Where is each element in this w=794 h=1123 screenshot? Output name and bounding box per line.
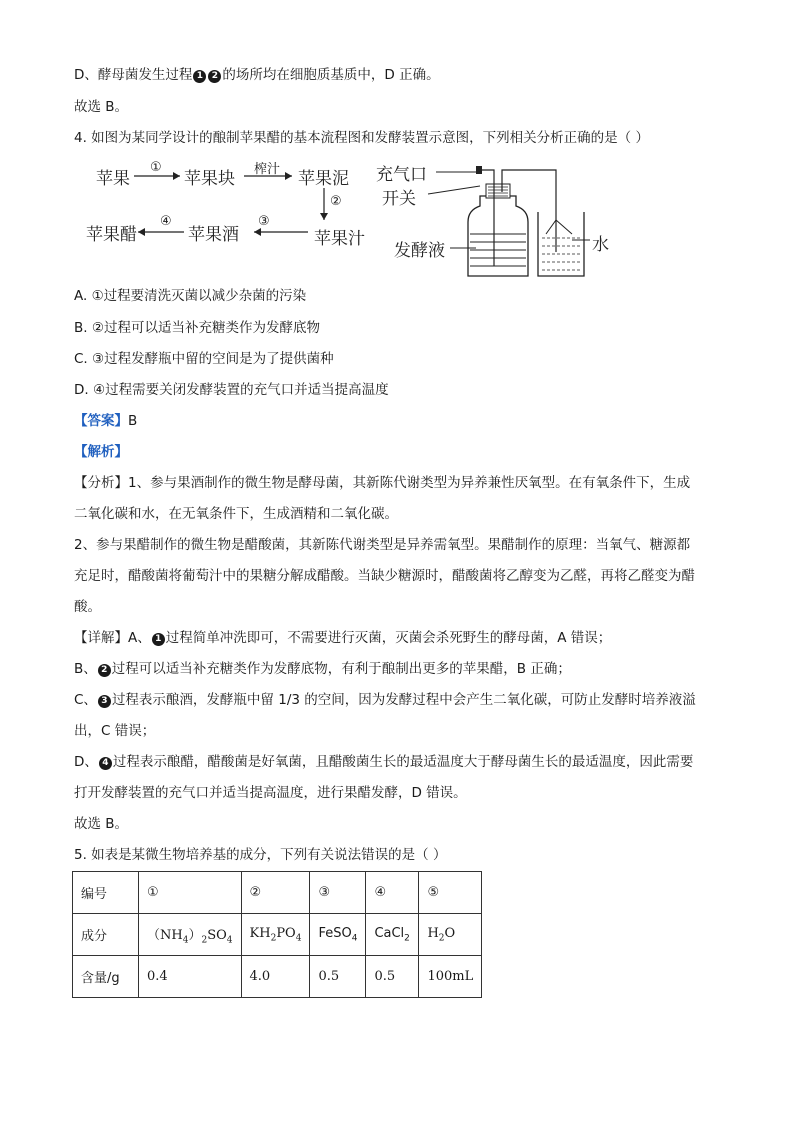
q4-analysis-tag: 【解析】 xyxy=(74,444,128,460)
q4-option-a: A. ①过程要清洗灭菌以减少杂菌的污染 xyxy=(74,288,307,304)
q4-option-d: D. ④过程需要关闭发酵装置的充气口并适当提高温度 xyxy=(74,382,389,398)
table-cell: $H_2O$ xyxy=(419,914,482,956)
fig-apple-vinegar: 苹果醋 xyxy=(86,225,137,245)
fig-apple-chunk: 苹果块 xyxy=(184,169,235,189)
table-cell: 100mL xyxy=(419,956,482,998)
table-cell: ② xyxy=(241,872,310,914)
prev-select-line: 故选 B。 xyxy=(74,99,129,115)
q4-option-b: B. ②过程可以适当补充糖类作为发酵底物 xyxy=(74,320,320,336)
table-row xyxy=(73,914,482,956)
fig-apple-puree: 苹果泥 xyxy=(298,169,349,189)
q4-option-c: C. ③过程发酵瓶中留的空间是为了提供菌种 xyxy=(74,351,334,367)
q4-fenxi-2b: 充足时，醋酸菌将葡萄汁中的果糖分解成醋酸。当缺少糖源时，醋酸菌将乙醇变为乙醛，再将乙醛变为醋 xyxy=(74,568,695,584)
fig-switch: 开关 xyxy=(382,189,416,209)
q4-detail-a: 【详解】A、 1 过程简单冲洗即可，不需要进行灭菌，灭菌会杀死野生的酵母菌，A 错误； xyxy=(74,630,612,646)
fig-step1: ① xyxy=(150,160,162,175)
q4-detail-c: C、 3 过程表示酿酒，发酵瓶中留 1/3 的空间，因为发酵过程中会产生二氧化碳，可防止发酵时培养液溢 xyxy=(74,692,696,708)
table-row xyxy=(73,872,482,914)
circled-number-2: 2 xyxy=(98,664,111,677)
prev-d-line: D、酵母菌发生过程 1 2 的场所均在细胞质基质中，D 正确。 xyxy=(74,67,440,83)
fermentation-bottle xyxy=(468,196,528,276)
table-cell: ④ xyxy=(366,872,419,914)
q4-stem: 4. 如图为某同学设计的酿制苹果醋的基本流程图和发酵装置示意图，下列相关分析正确的是（ ） xyxy=(74,130,649,146)
fig-step3: ③ xyxy=(258,214,270,229)
table-cell: ⑤ xyxy=(419,872,482,914)
fig-step2: ② xyxy=(330,194,342,209)
table-cell: 编号 xyxy=(73,872,139,914)
q5-stem: 5. 如表是某微生物培养基的成分，下列有关说法错误的是（ ） xyxy=(74,847,447,863)
table-cell: 0.5 xyxy=(310,956,366,998)
q4-fenxi-2c: 酸。 xyxy=(74,599,101,615)
circled-number-1: 1 xyxy=(193,70,206,83)
table-cell: CaCl$_2$ xyxy=(366,914,419,956)
table-cell: $KH_2PO_4$ xyxy=(241,914,310,956)
circled-number-2: 2 xyxy=(208,70,221,83)
circled-number-4: 4 xyxy=(99,757,112,770)
q4-select-line: 故选 B。 xyxy=(74,816,129,832)
fig-apple-wine: 苹果酒 xyxy=(188,225,239,245)
table-cell: 含量/g xyxy=(73,956,139,998)
q4-answer: 【答案】B xyxy=(74,413,138,429)
water-beaker xyxy=(538,212,584,276)
table-row xyxy=(73,956,482,998)
fig-air-inlet: 充气口 xyxy=(376,165,427,185)
table-cell: $(NH_4)_2SO_4$ xyxy=(139,914,242,956)
table-cell: ③ xyxy=(310,872,366,914)
circled-number-3: 3 xyxy=(98,695,111,708)
fig-ferment-liquid: 发酵液 xyxy=(394,241,445,261)
table-cell: 0.5 xyxy=(366,956,419,998)
fig-apple: 苹果 xyxy=(96,169,130,189)
fig-water: 水 xyxy=(592,235,609,255)
fig-juice-press: 榨汁 xyxy=(254,162,281,177)
fig-apple-juice: 苹果汁 xyxy=(314,229,365,249)
table-cell: FeSO$_4$ xyxy=(310,914,366,956)
table-cell: ① xyxy=(139,872,242,914)
q4-detail-d2: 打开发酵装置的充气口并适当提高温度，进行果醋发酵，D 错误。 xyxy=(74,785,467,801)
q4-detail-d: D、 4 过程表示酿醋，醋酸菌是好氧菌，且醋酸菌生长的最适温度大于酵母菌生长的最适温度，因此需要 xyxy=(74,754,694,770)
circled-number-1: 1 xyxy=(152,633,165,646)
table-cell: 0.4 xyxy=(139,956,242,998)
q4-fenxi-1a: 【分析】1、参与果酒制作的微生物是酵母菌，其新陈代谢类型为异养兼性厌氧型。在有氧条件下，生成 xyxy=(74,475,691,491)
fig-step4: ④ xyxy=(160,214,172,229)
q4-detail-b: B、 2 过程可以适当补充糖类作为发酵底物，有利于酿制出更多的苹果醋，B 正确； xyxy=(74,661,571,677)
table-cell: 成分 xyxy=(73,914,139,956)
q4-fenxi-1b: 二氧化碳和水，在无氧条件下，生成酒精和二氧化碳。 xyxy=(74,506,398,522)
table-cell: 4.0 xyxy=(241,956,310,998)
medium-composition-table xyxy=(72,871,482,998)
q4-fenxi-2a: 2、参与果醋制作的微生物是醋酸菌，其新陈代谢类型是异养需氧型。果醋制作的原理：当氧气、糖源都 xyxy=(74,537,691,553)
q4-detail-c2: 出，C 错误； xyxy=(74,723,156,739)
q4-figure xyxy=(84,156,644,281)
fig-drawing xyxy=(84,156,644,281)
